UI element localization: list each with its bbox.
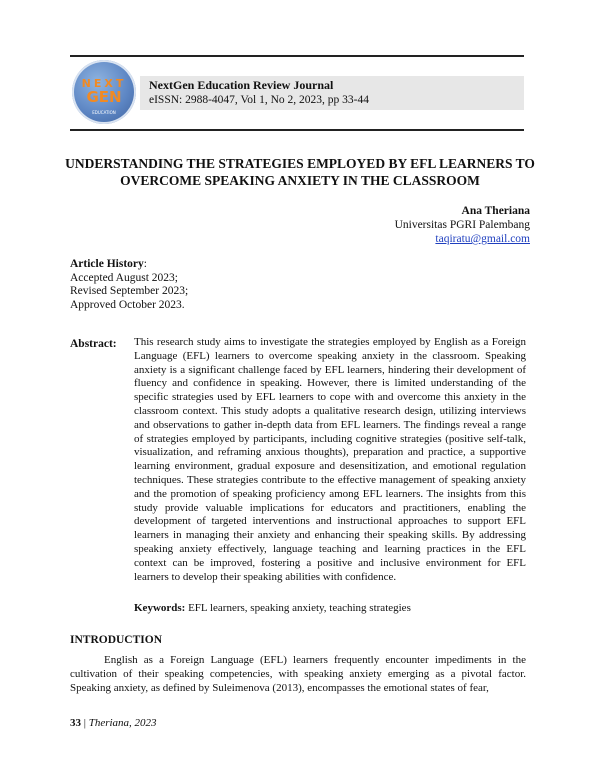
journal-logo (72, 60, 136, 124)
keywords (134, 602, 526, 614)
page-footer (70, 717, 157, 729)
article-history-heading: Article History: (70, 258, 147, 270)
header-bottom-rule (70, 129, 524, 131)
article-history-title: Article History (70, 258, 144, 270)
author-email-link[interactable]: taqiratu@gmail.com (435, 233, 530, 245)
keywords-label: Keywords: (134, 602, 186, 614)
keywords-text: EFL learners, speaking anxiety, teaching strategies (188, 602, 411, 614)
history-revised: Revised September 2023; (70, 285, 189, 297)
logo-text-line3: EDUCATION (92, 110, 116, 115)
logo-text-line1: NEXT (81, 77, 127, 90)
journal-issn-info: eISSN: 2988-4047, Vol 1, No 2, 2023, pp 33-44 (149, 94, 369, 106)
journal-name: NextGen Education Review Journal (149, 78, 334, 92)
footer-separator: | (83, 717, 86, 729)
author-affiliation: Universitas PGRI Palembang (394, 219, 530, 231)
article-title: UNDERSTANDING THE STRATEGIES EMPLOYED BY EFL LEARNERS TO OVERCOME SPEAKING ANXIETY IN THE CLASSROOM (65, 156, 535, 188)
abstract-text: This research study aims to investigate the strategies employed by English as a Foreign Language (EFL) learners to overcome speaking anxiety in the classroom. Speaking anxiety is a significant challenge faced by EFL learners, hindering their development of fluency and confidence in speaking. However, there is limited understanding of the specific strategies used by EFL learners to cope with and overcome this anxiety in the classroom context. This study adopts a qualitative research design, utilizing interviews and observations to gather in-depth data from EFL learners. The findings reveal a range of strategies employed by participants, including cognitive strategies (positive self-talk, visualization, and reframing anxious thoughts), preparation and practice, a supportive learning environment, gradual exposure and desensitization, and emotional regulation techniques. These strategies contribute to the effective management of speaking anxiety and the promotion of speaking proficiency among EFL learners. The insights from this study provide valuable implications for educators and practitioners, enabling the development of targeted interventions and instructional approaches to support EFL learners in managing their anxiety and enhancing their speaking skills. By addressing speaking anxiety effectively, language teaching and learning practices in the EFL context can be improved, fostering a positive and inclusive environment for EFL learners to develop their speaking abilities with confidence. (134, 336, 526, 583)
header-top-rule (70, 55, 524, 57)
introduction-heading: INTRODUCTION (70, 634, 163, 646)
page-number: 33 (70, 717, 81, 729)
history-approved: Approved October 2023. (70, 298, 185, 311)
author-name: Ana Theriana (461, 205, 530, 217)
logo-text-line2: GEN (86, 88, 122, 106)
introduction-text: English as a Foreign Language (EFL) learners frequently encounter impediments in the cultivation of their speaking competencies, with speaking anxiety emerging as a pivotal factor. Speaking anxiety, as defined by Suleimenova (2013), encompasses the emotional states of fear, (70, 654, 526, 694)
footer-citation: Theriana, 2023 (88, 717, 157, 729)
history-accepted: Accepted August 2023; (70, 271, 178, 284)
article-history (70, 258, 188, 312)
abstract-label: Abstract: (70, 338, 117, 350)
